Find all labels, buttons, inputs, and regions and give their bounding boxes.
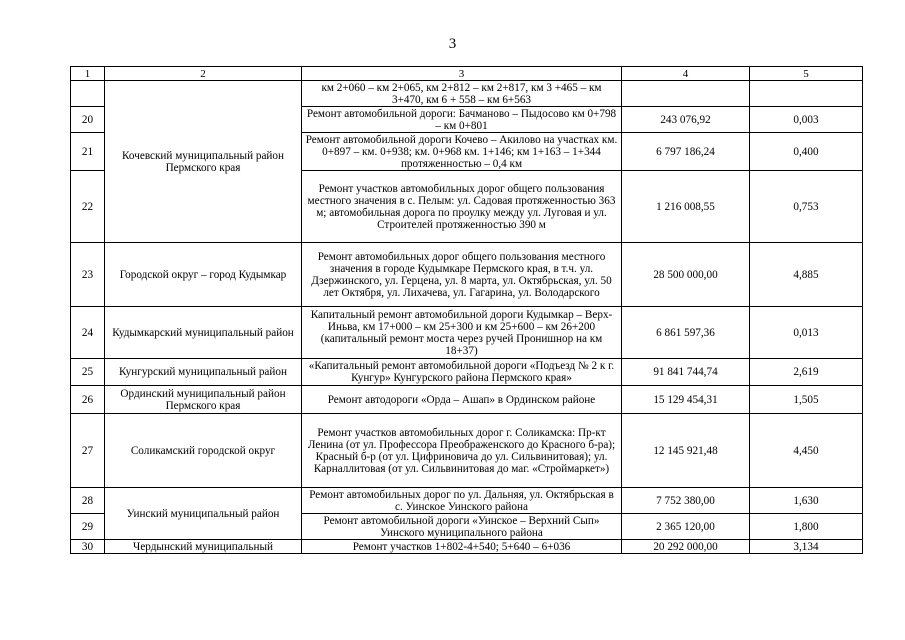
row-number: 23 <box>71 243 105 307</box>
page-number: 3 <box>448 36 457 52</box>
district-cell: Соликамский городской округ <box>105 414 302 488</box>
work-description: Ремонт участков автомобильных дорог общего пользования местного значения в с. Пелым: ул. Садовая протяженностью 363 м; автомобильная дорога по проулку между ул. Луговая и ул. Строителей протяженностью 390 м <box>302 171 622 243</box>
header-cell: 4 <box>622 67 750 81</box>
row-number: 25 <box>71 359 105 386</box>
amount-cell: 12 145 921,48 <box>622 414 750 488</box>
work-description: Ремонт автомобильной дороги «Уинское – Верхний Сып» Уинского муниципального района <box>302 514 622 540</box>
work-description: Ремонт участков 1+802-4+540; 5+640 – 6+036 <box>302 540 622 554</box>
district-cell: Чердынский муниципальный <box>105 540 302 554</box>
data-table <box>70 66 863 554</box>
row-number: 21 <box>71 133 105 171</box>
district-cell: Ординский муниципальный район Пермского края <box>105 386 302 414</box>
table-row <box>71 359 863 386</box>
district-cell: Городской округ – город Кудымкар <box>105 243 302 307</box>
table-row <box>71 243 863 307</box>
share-cell: 0,003 <box>750 107 863 133</box>
table-row <box>71 414 863 488</box>
amount-cell: 15 129 454,31 <box>622 386 750 414</box>
share-cell: 0,753 <box>750 171 863 243</box>
share-cell: 2,619 <box>750 359 863 386</box>
row-number <box>71 81 105 107</box>
work-description: км 2+060 – км 2+065, км 2+812 – км 2+817, км 3 +465 – км 3+470, км 6 + 558 – км 6+563 <box>302 81 622 107</box>
share-cell: 0,400 <box>750 133 863 171</box>
work-description: Ремонт участков автомобильных дорог г. Соликамска: Пр-кт Ленина (от ул. Профессора Преображенского до Красного б-ра); Красный б-р (от ул. Цифриновича до ул. Сильвинитовая); ул. Карналлитовая (от ул. Сильвинитовая до маг. «Строймаркет») <box>302 414 622 488</box>
row-number: 24 <box>71 307 105 359</box>
work-description: Ремонт автомобильных дорог общего пользования местного значения в городе Кудымкаре Пермского края, в т.ч. ул. Дзержинского, ул. Герцена, ул. 8 марта, ул. Октябрьская, ул. 50 лет Октября, ул. Лихачева, ул. Гагарина, ул. Володарского <box>302 243 622 307</box>
district-cell: Уинский муниципальный район <box>105 488 302 540</box>
row-number: 20 <box>71 107 105 133</box>
amount-cell: 243 076,92 <box>622 107 750 133</box>
header-cell: 5 <box>750 67 863 81</box>
amount-cell: 2 365 120,00 <box>622 514 750 540</box>
header-cell: 2 <box>105 67 302 81</box>
table-row <box>71 488 863 514</box>
work-description: Ремонт автомобильных дорог по ул. Дальняя, ул. Октябрьская в с. Уинское Уинского района <box>302 488 622 514</box>
amount-cell: 6 861 597,36 <box>622 307 750 359</box>
share-cell <box>750 81 863 107</box>
district-cell: Кудымкарский муниципальный район <box>105 307 302 359</box>
share-cell: 0,013 <box>750 307 863 359</box>
header-cell: 1 <box>71 67 105 81</box>
amount-cell: 6 797 186,24 <box>622 133 750 171</box>
table-row <box>71 81 863 107</box>
work-description: «Капитальный ремонт автомобильной дороги «Подъезд № 2 к г. Кунгур» Кунгурского района Пермского края» <box>302 359 622 386</box>
amount-cell: 20 292 000,00 <box>622 540 750 554</box>
table-row <box>71 540 863 554</box>
work-description: Ремонт автомобильной дороги Кочево – Акилово на участках км. 0+897 – км. 0+938; км. 0+968 км. 1+146; км 1+163 – 1+344 протяженностью – 0,4 км <box>302 133 622 171</box>
row-number: 22 <box>71 171 105 243</box>
district-cell: Кунгурский муниципальный район <box>105 359 302 386</box>
row-number: 28 <box>71 488 105 514</box>
row-number: 29 <box>71 514 105 540</box>
share-cell: 4,885 <box>750 243 863 307</box>
row-number: 30 <box>71 540 105 554</box>
row-number: 27 <box>71 414 105 488</box>
header-row <box>71 67 863 81</box>
amount-cell: 91 841 744,74 <box>622 359 750 386</box>
share-cell: 1,630 <box>750 488 863 514</box>
work-description: Ремонт автомобильной дороги: Бачманово – Пыдосово км 0+798 – км 0+801 <box>302 107 622 133</box>
table-row <box>71 386 863 414</box>
header-cell: 3 <box>302 67 622 81</box>
share-cell: 1,800 <box>750 514 863 540</box>
share-cell: 1,505 <box>750 386 863 414</box>
share-cell: 4,450 <box>750 414 863 488</box>
work-description: Капитальный ремонт автомобильной дороги Кудымкар – Верх-Иньва, км 17+000 – км 25+300 и км 25+600 – км 26+200 (капитальный ремонт моста через ручей Пронишнор на км 18+37) <box>302 307 622 359</box>
amount-cell <box>622 81 750 107</box>
amount-cell: 7 752 380,00 <box>622 488 750 514</box>
district-cell: Кочевский муниципальный район Пермского края <box>105 81 302 243</box>
work-description: Ремонт автодороги «Орда – Ашап» в Ординском районе <box>302 386 622 414</box>
amount-cell: 1 216 008,55 <box>622 171 750 243</box>
share-cell: 3,134 <box>750 540 863 554</box>
row-number: 26 <box>71 386 105 414</box>
table-row <box>71 307 863 359</box>
amount-cell: 28 500 000,00 <box>622 243 750 307</box>
